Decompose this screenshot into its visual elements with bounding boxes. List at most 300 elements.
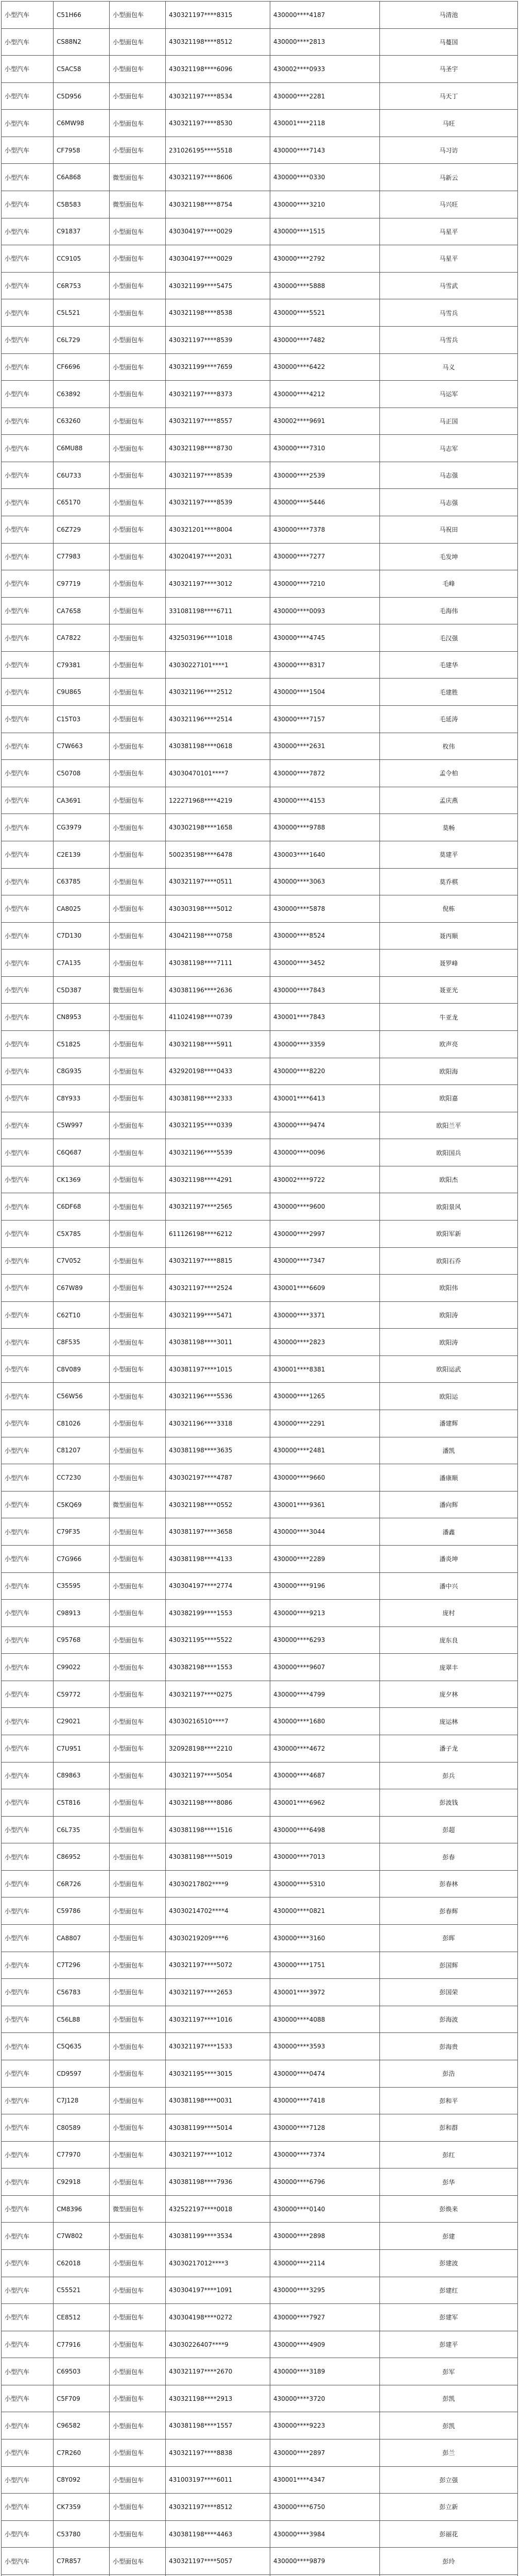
- table-cell: 小型面包车: [110, 760, 166, 787]
- table-cell: C79F35: [54, 1518, 110, 1546]
- table-cell: 430321197****2524: [166, 1275, 270, 1302]
- table-row: [2, 814, 518, 841]
- table-cell: 小型汽车: [2, 2520, 54, 2548]
- table-cell: C6R753: [54, 272, 110, 299]
- table-cell: C62T10: [54, 1301, 110, 1329]
- table-cell: 小型汽车: [2, 1572, 54, 1600]
- table-cell: 430001****3972: [270, 1979, 380, 2006]
- table-cell: 430000****0140: [270, 2195, 380, 2223]
- table-cell: 马祝田: [380, 516, 518, 543]
- table-cell: 430321198****2913: [166, 2385, 270, 2412]
- table-cell: 小型面包车: [110, 543, 166, 570]
- table-cell: 小型面包车: [110, 1897, 166, 1925]
- table-cell: 430321197****8815: [166, 1247, 270, 1275]
- table-cell: 小型面包车: [110, 1112, 166, 1139]
- table-cell: 430321197****0511: [166, 868, 270, 895]
- table-cell: 430000****2997: [270, 1221, 380, 1248]
- table-cell: 小型汽车: [2, 462, 54, 489]
- table-cell: 欧阳运: [380, 1383, 518, 1410]
- table-cell: 430321197****2565: [166, 1193, 270, 1221]
- table-cell: 43030226407****9: [166, 2331, 270, 2358]
- table-cell: 430304197****2774: [166, 1572, 270, 1600]
- table-cell: 430000****6498: [270, 1816, 380, 1843]
- table-cell: 小型面包车: [110, 516, 166, 543]
- table-cell: 430001****6609: [270, 1275, 380, 1302]
- table-cell: 彭凯: [380, 2385, 518, 2412]
- table-row: [2, 1708, 518, 1735]
- table-row: [2, 868, 518, 895]
- table-cell: 430000****3210: [270, 191, 380, 218]
- table-cell: 430000****6293: [270, 1626, 380, 1654]
- table-cell: 43030219209****6: [166, 1925, 270, 1952]
- table-cell: 小型面包车: [110, 1925, 166, 1952]
- table-cell: 小型汽车: [2, 56, 54, 83]
- table-cell: 411024198****0739: [166, 1004, 270, 1031]
- table-cell: 430000****7843: [270, 976, 380, 1004]
- table-cell: 小型面包车: [110, 1437, 166, 1464]
- table-row: [2, 110, 518, 137]
- table-cell: 430000****9213: [270, 1600, 380, 1627]
- table-cell: 430000****3189: [270, 2358, 380, 2385]
- table-cell: 小型汽车: [2, 28, 54, 56]
- table-cell: C5AC58: [54, 56, 110, 83]
- table-cell: 小型汽车: [2, 489, 54, 516]
- table-cell: CS88N2: [54, 28, 110, 56]
- table-cell: 微型面包车: [110, 1491, 166, 1518]
- table-cell: 小型汽车: [2, 1464, 54, 1492]
- table-cell: 小型汽车: [2, 1085, 54, 1112]
- table-cell: CK1369: [54, 1166, 110, 1193]
- table-cell: 430000****1504: [270, 679, 380, 706]
- table-cell: 小型面包车: [110, 2385, 166, 2412]
- table-cell: 小型面包车: [110, 2466, 166, 2494]
- table-cell: 小型汽车: [2, 1735, 54, 1762]
- table-row: [2, 1112, 518, 1139]
- table-row: [2, 1545, 518, 1572]
- table-cell: 小型汽车: [2, 164, 54, 191]
- table-cell: 430321197****8606: [166, 164, 270, 191]
- table-cell: 欧阳国兵: [380, 1139, 518, 1166]
- table-cell: CC7230: [54, 1464, 110, 1492]
- table-row: [2, 1979, 518, 2006]
- table-cell: 欧阳兰平: [380, 1112, 518, 1139]
- table-cell: 430000****2631: [270, 733, 380, 760]
- table-cell: C5KQ69: [54, 1491, 110, 1518]
- table-cell: 彭波钱: [380, 1789, 518, 1817]
- table-cell: 小型面包车: [110, 1139, 166, 1166]
- table-cell: 小型汽车: [2, 1762, 54, 1789]
- table-cell: 430382199****1553: [166, 1600, 270, 1627]
- table-cell: 430321197****8512: [166, 2494, 270, 2521]
- table-cell: 430000****7277: [270, 543, 380, 570]
- table-cell: C7G966: [54, 1545, 110, 1572]
- table-row: [2, 56, 518, 83]
- table-cell: 430000****9223: [270, 2412, 380, 2439]
- table-cell: C5X785: [54, 1221, 110, 1248]
- table-cell: 小型面包车: [110, 597, 166, 624]
- table-cell: 彭兰: [380, 2439, 518, 2467]
- table-cell: 小型面包车: [110, 1681, 166, 1708]
- table-cell: 小型面包车: [110, 814, 166, 841]
- table-cell: 马旺: [380, 110, 518, 137]
- table-cell: 小型面包车: [110, 82, 166, 110]
- table-row: [2, 137, 518, 164]
- table-row: [2, 1654, 518, 1681]
- table-cell: 43030217802****9: [166, 1870, 270, 1897]
- table-cell: 430381197****3658: [166, 1518, 270, 1546]
- table-cell: 彭春辉: [380, 1897, 518, 1925]
- table-cell: 430304197****0029: [166, 218, 270, 245]
- table-row: [2, 326, 518, 353]
- table-cell: 彭玲: [380, 2548, 518, 2575]
- table-cell: 430000****8524: [270, 922, 380, 950]
- table-cell: 小型面包车: [110, 1058, 166, 1085]
- table-cell: 430000****9788: [270, 814, 380, 841]
- table-cell: 毛峰: [380, 570, 518, 598]
- table-cell: 微型面包车: [110, 191, 166, 218]
- table-cell: 430321198****8512: [166, 28, 270, 56]
- table-cell: C5L521: [54, 299, 110, 327]
- table-cell: 彭和平: [380, 2087, 518, 2114]
- table-cell: 430000****2897: [270, 2439, 380, 2467]
- table-cell: 小型面包车: [110, 1329, 166, 1356]
- table-cell: 小型面包车: [110, 1545, 166, 1572]
- table-cell: 小型汽车: [2, 1952, 54, 1979]
- table-row: [2, 272, 518, 299]
- table-cell: 小型面包车: [110, 1193, 166, 1221]
- table-cell: 小型汽车: [2, 326, 54, 353]
- table-cell: C5B583: [54, 191, 110, 218]
- table-cell: 毛建胜: [380, 679, 518, 706]
- table-cell: C6L735: [54, 1816, 110, 1843]
- table-cell: 430000****3984: [270, 2520, 380, 2548]
- table-row: [2, 1247, 518, 1275]
- table-cell: 430000****2281: [270, 82, 380, 110]
- table-cell: 小型面包车: [110, 110, 166, 137]
- table-cell: 小型汽车: [2, 2277, 54, 2304]
- table-row: [2, 597, 518, 624]
- table-cell: 毛海伟: [380, 597, 518, 624]
- table-row: [2, 408, 518, 435]
- table-cell: 小型面包车: [110, 245, 166, 273]
- table-cell: 432503196****1018: [166, 624, 270, 652]
- table-cell: 小型汽车: [2, 2494, 54, 2521]
- table-cell: 小型面包车: [110, 1383, 166, 1410]
- table-cell: 430000****9879: [270, 2548, 380, 2575]
- table-cell: 430321198****6096: [166, 56, 270, 83]
- table-cell: 430000****5521: [270, 299, 380, 327]
- table-cell: 432920198****0433: [166, 1058, 270, 1085]
- table-cell: 小型汽车: [2, 1979, 54, 2006]
- table-cell: 430381198****1516: [166, 1816, 270, 1843]
- table-cell: 马习访: [380, 137, 518, 164]
- table-cell: 430321197****8539: [166, 326, 270, 353]
- table-cell: 小型面包车: [110, 787, 166, 814]
- table-cell: 122271968****4219: [166, 787, 270, 814]
- table-row: [2, 2168, 518, 2196]
- table-cell: 430000****7374: [270, 2141, 380, 2168]
- table-cell: 430321197****5054: [166, 1762, 270, 1789]
- table-cell: 彭超: [380, 1816, 518, 1843]
- table-cell: 庞东良: [380, 1626, 518, 1654]
- table-cell: C35595: [54, 1572, 110, 1600]
- table-cell: C15T03: [54, 706, 110, 733]
- table-cell: 430321197****8315: [166, 2, 270, 29]
- table-cell: 小型汽车: [2, 1301, 54, 1329]
- table-cell: 430321198****8538: [166, 299, 270, 327]
- table-row: [2, 1004, 518, 1031]
- table-cell: 莫建平: [380, 841, 518, 868]
- table-cell: 小型面包车: [110, 1654, 166, 1681]
- table-cell: 枚伟: [380, 733, 518, 760]
- table-cell: C6MU88: [54, 435, 110, 462]
- table-cell: 430001****6413: [270, 1085, 380, 1112]
- table-cell: 小型面包车: [110, 2141, 166, 2168]
- table-row: [2, 245, 518, 273]
- table-row: [2, 1355, 518, 1383]
- table-row: [2, 1600, 518, 1627]
- table-cell: 小型面包车: [110, 1464, 166, 1492]
- table-cell: 小型面包车: [110, 1247, 166, 1275]
- table-cell: 庞夕林: [380, 1681, 518, 1708]
- table-cell: C7W663: [54, 733, 110, 760]
- table-cell: 430000****3720: [270, 2385, 380, 2412]
- table-row: [2, 1789, 518, 1817]
- table-cell: 小型汽车: [2, 976, 54, 1004]
- table-row: [2, 895, 518, 923]
- table-row: [2, 2, 518, 29]
- table-cell: CA8807: [54, 1925, 110, 1952]
- table-cell: 小型汽车: [2, 1139, 54, 1166]
- table-cell: 小型面包车: [110, 408, 166, 435]
- table-cell: 430000****3160: [270, 1925, 380, 1952]
- table-cell: 430304197****1091: [166, 2277, 270, 2304]
- table-cell: 小型面包车: [110, 950, 166, 977]
- table-cell: 430000****7128: [270, 2114, 380, 2142]
- table-cell: 小型面包车: [110, 2006, 166, 2033]
- table-cell: 马雪兵: [380, 326, 518, 353]
- table-cell: 欧阳伟: [380, 1275, 518, 1302]
- table-cell: 小型汽车: [2, 110, 54, 137]
- table-cell: CK7359: [54, 2494, 110, 2521]
- table-cell: 430381198****4133: [166, 1545, 270, 1572]
- table-cell: 430321197****5057: [166, 2548, 270, 2575]
- table-row: [2, 2331, 518, 2358]
- table-cell: C77916: [54, 2331, 110, 2358]
- table-row: [2, 2249, 518, 2277]
- table-cell: 小型面包车: [110, 2412, 166, 2439]
- table-cell: 43030217012****3: [166, 2249, 270, 2277]
- table-cell: 430321197****1012: [166, 2141, 270, 2168]
- table-cell: 430321197****2670: [166, 2358, 270, 2385]
- table-row: [2, 1058, 518, 1085]
- table-row: [2, 1383, 518, 1410]
- table-cell: 彭晖: [380, 1925, 518, 1952]
- table-cell: 小型面包车: [110, 381, 166, 408]
- table-cell: 小型汽车: [2, 570, 54, 598]
- table-cell: 430381198****7111: [166, 950, 270, 977]
- table-cell: C62018: [54, 2249, 110, 2277]
- table-cell: 430000****4745: [270, 624, 380, 652]
- table-cell: 430000****2813: [270, 28, 380, 56]
- table-cell: 430381198****4463: [166, 2520, 270, 2548]
- table-cell: 马蔓国: [380, 28, 518, 56]
- table-row: [2, 624, 518, 652]
- table-cell: 小型汽车: [2, 1112, 54, 1139]
- table-cell: C81026: [54, 1410, 110, 1437]
- table-cell: 430000****7210: [270, 570, 380, 598]
- table-cell: 430321197****5072: [166, 1952, 270, 1979]
- table-cell: 430321196****5536: [166, 1383, 270, 1410]
- table-row: [2, 2385, 518, 2412]
- table-cell: 小型汽车: [2, 2412, 54, 2439]
- table-cell: 小型面包车: [110, 2494, 166, 2521]
- table-cell: 马雪兵: [380, 299, 518, 327]
- table-cell: C56783: [54, 1979, 110, 2006]
- table-row: [2, 706, 518, 733]
- table-cell: C7U951: [54, 1735, 110, 1762]
- table-cell: 马志强: [380, 462, 518, 489]
- table-cell: 430000****3452: [270, 950, 380, 977]
- table-cell: C7R857: [54, 2548, 110, 2575]
- table-cell: 430000****3359: [270, 1030, 380, 1058]
- table-cell: 小型面包车: [110, 2331, 166, 2358]
- table-cell: 彭兵: [380, 1762, 518, 1789]
- table-row: [2, 218, 518, 245]
- table-cell: 小型汽车: [2, 1681, 54, 1708]
- table-cell: 小型面包车: [110, 2304, 166, 2331]
- table-cell: 小型汽车: [2, 2060, 54, 2087]
- table-row: [2, 299, 518, 327]
- table-cell: 430321198****8086: [166, 1789, 270, 1817]
- table-cell: 小型汽车: [2, 950, 54, 977]
- table-cell: 小型汽车: [2, 2006, 54, 2033]
- table-cell: 小型汽车: [2, 1870, 54, 1897]
- table-cell: 欧阳嘉: [380, 1085, 518, 1112]
- table-cell: 小型面包车: [110, 1030, 166, 1058]
- table-cell: 马志军: [380, 435, 518, 462]
- table-cell: 430321198****4291: [166, 1166, 270, 1193]
- table-cell: 马清池: [380, 2, 518, 29]
- table-cell: 小型汽车: [2, 2223, 54, 2250]
- table-cell: 小型汽车: [2, 895, 54, 923]
- table-cell: 潘向辉: [380, 1491, 518, 1518]
- table-row: [2, 1275, 518, 1302]
- table-cell: 430321199****5475: [166, 272, 270, 299]
- table-cell: 小型汽车: [2, 408, 54, 435]
- table-cell: 小型汽车: [2, 2466, 54, 2494]
- table-cell: CC9105: [54, 245, 110, 273]
- table-cell: 小型汽车: [2, 1925, 54, 1952]
- table-cell: 430000****0093: [270, 597, 380, 624]
- table-cell: 小型汽车: [2, 1004, 54, 1031]
- table-cell: 430321197****0275: [166, 1681, 270, 1708]
- table-cell: 小型汽车: [2, 1221, 54, 1248]
- table-cell: 潘凯: [380, 1437, 518, 1464]
- table-cell: C7W802: [54, 2223, 110, 2250]
- table-cell: 马雪武: [380, 272, 518, 299]
- table-row: [2, 841, 518, 868]
- table-cell: 马星平: [380, 245, 518, 273]
- table-cell: 彭建波: [380, 2249, 518, 2277]
- table-cell: 孟庆燕: [380, 787, 518, 814]
- table-cell: 马新云: [380, 164, 518, 191]
- table-cell: 小型面包车: [110, 2, 166, 29]
- table-cell: C8V089: [54, 1355, 110, 1383]
- table-cell: 小型面包车: [110, 137, 166, 164]
- table-cell: 430000****3371: [270, 1301, 380, 1329]
- table-cell: 欧阳海: [380, 1058, 518, 1085]
- table-cell: 小型汽车: [2, 733, 54, 760]
- table-cell: 微型面包车: [110, 976, 166, 1004]
- table-cell: 彭华: [380, 2168, 518, 2196]
- table-row: [2, 2223, 518, 2250]
- table-cell: C77970: [54, 2141, 110, 2168]
- table-cell: CA7658: [54, 597, 110, 624]
- table-row: [2, 950, 518, 977]
- table-cell: 430381198****0031: [166, 2087, 270, 2114]
- table-cell: 430000****7482: [270, 326, 380, 353]
- table-cell: 小型面包车: [110, 868, 166, 895]
- table-cell: 彭海波: [380, 2006, 518, 2033]
- table-cell: 小型面包车: [110, 1085, 166, 1112]
- table-cell: 彭焕来: [380, 2195, 518, 2223]
- table-cell: 430000****6750: [270, 2494, 380, 2521]
- table-body: [2, 2, 518, 2576]
- table-row: [2, 1491, 518, 1518]
- table-row: [2, 2466, 518, 2494]
- table-cell: 小型汽车: [2, 2168, 54, 2196]
- table-row: [2, 1437, 518, 1464]
- table-cell: 小型面包车: [110, 1789, 166, 1817]
- table-cell: 小型汽车: [2, 1789, 54, 1817]
- table-cell: 毛建华: [380, 651, 518, 679]
- table-cell: CA7822: [54, 624, 110, 652]
- table-cell: 小型汽车: [2, 381, 54, 408]
- table-cell: 小型面包车: [110, 2033, 166, 2060]
- table-cell: 430381198****7936: [166, 2168, 270, 2196]
- table-cell: 小型汽车: [2, 2, 54, 29]
- table-cell: 马圣宇: [380, 56, 518, 83]
- table-cell: 430321199****5471: [166, 1301, 270, 1329]
- table-cell: 小型汽车: [2, 787, 54, 814]
- table-cell: 430000****4687: [270, 1762, 380, 1789]
- table-cell: 小型面包车: [110, 1626, 166, 1654]
- table-cell: 430000****9660: [270, 1464, 380, 1492]
- table-cell: C6L729: [54, 326, 110, 353]
- table-cell: 小型汽车: [2, 679, 54, 706]
- table-cell: 小型面包车: [110, 1762, 166, 1789]
- table-cell: C5D956: [54, 82, 110, 110]
- table-row: [2, 2033, 518, 2060]
- table-row: [2, 570, 518, 598]
- table-cell: 小型汽车: [2, 2331, 54, 2358]
- table-cell: C89863: [54, 1762, 110, 1789]
- table-row: [2, 435, 518, 462]
- table-row: [2, 516, 518, 543]
- table-cell: 430321198****5911: [166, 1030, 270, 1058]
- table-cell: 430000****3044: [270, 1518, 380, 1546]
- table-cell: 430321197****8539: [166, 462, 270, 489]
- table-cell: 430381198****1557: [166, 2412, 270, 2439]
- table-cell: 小型面包车: [110, 1355, 166, 1383]
- table-cell: 聂罗峰: [380, 950, 518, 977]
- table-cell: 430321196****3318: [166, 1410, 270, 1437]
- table-row: [2, 2520, 518, 2548]
- table-cell: 欧阳石乔: [380, 1247, 518, 1275]
- table-cell: 小型汽车: [2, 1166, 54, 1193]
- table-cell: 小型面包车: [110, 2060, 166, 2087]
